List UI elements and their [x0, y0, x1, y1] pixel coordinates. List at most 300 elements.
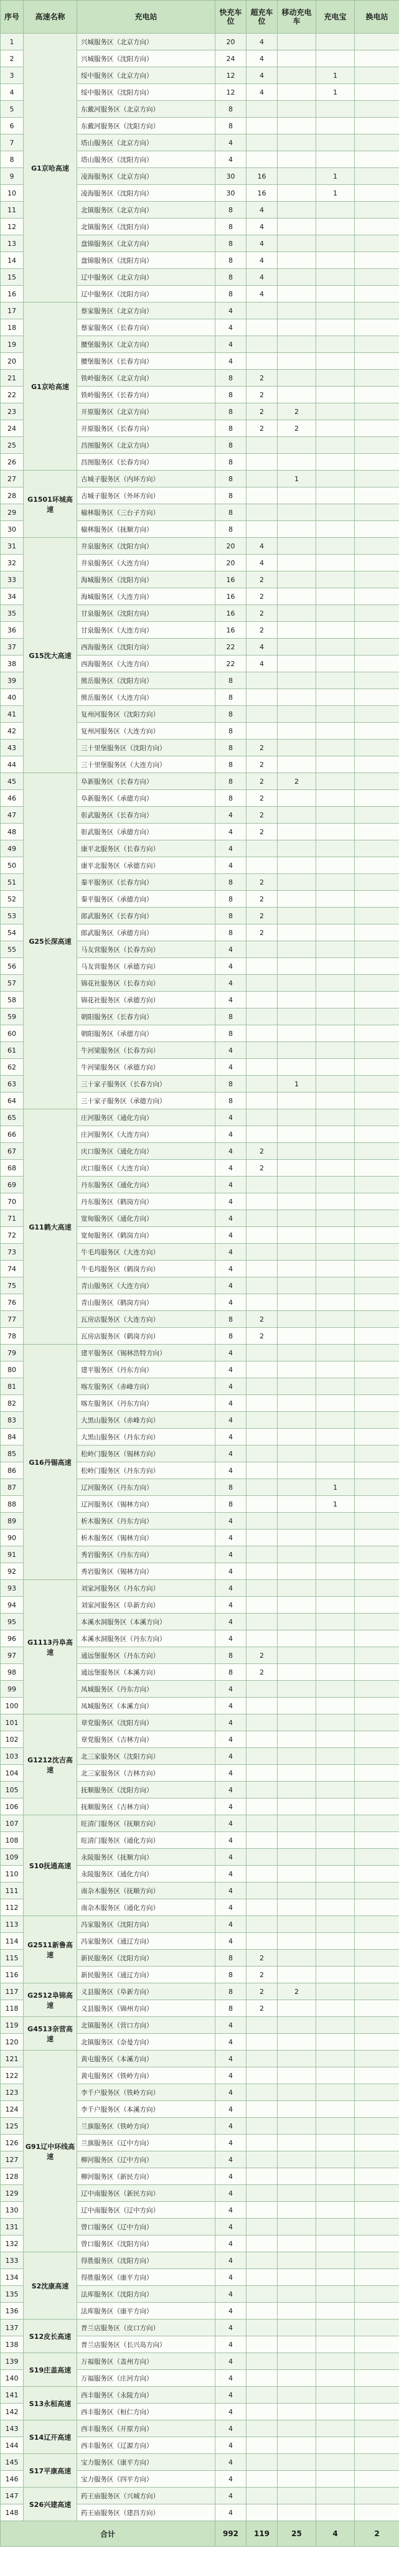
- swap-station-count: [355, 1059, 399, 1076]
- fast-charge-count: 8: [215, 874, 246, 891]
- mobile-charge-count: [278, 689, 316, 706]
- fast-charge-count: 4: [215, 1193, 246, 1210]
- power-bank-count: [316, 1160, 355, 1177]
- power-bank-count: [316, 370, 355, 387]
- fast-charge-count: 8: [215, 504, 246, 521]
- row-index: 60: [1, 1025, 24, 1042]
- fast-charge-count: 4: [215, 1597, 246, 1614]
- power-bank-count: [316, 2168, 355, 2185]
- mobile-charge-count: [278, 1042, 316, 1059]
- mobile-charge-count: [278, 1462, 316, 1479]
- swap-station-count: [355, 1429, 399, 1445]
- fast-charge-count: 4: [215, 2370, 246, 2387]
- station-name: 三十里堡服务区（大连方向）: [77, 756, 215, 773]
- station-name: 榆林服务区（抚顺方向）: [77, 521, 215, 538]
- row-index: 130: [1, 2202, 24, 2219]
- row-index: 104: [1, 1765, 24, 1782]
- row-index: 15: [1, 269, 24, 286]
- fast-charge-count: 4: [215, 1345, 246, 1361]
- mobile-charge-count: [278, 2168, 316, 2185]
- highway-name: G1京哈高速: [24, 303, 77, 471]
- super-charge-count: [246, 2286, 278, 2303]
- table-row: [1, 2454, 399, 2471]
- fast-charge-count: 4: [215, 1109, 246, 1126]
- power-bank-count: [316, 790, 355, 807]
- station-name: 庄河服务区（通化方向）: [77, 1109, 215, 1126]
- station-name: 秀岩服务区（丹东方向）: [77, 1546, 215, 1563]
- station-name: 瓦房店服务区（鹤岗方向）: [77, 1328, 215, 1345]
- station-name: 昌图服务区（北京方向）: [77, 437, 215, 454]
- mobile-charge-count: [278, 2084, 316, 2101]
- fast-charge-count: 4: [215, 1765, 246, 1782]
- mobile-charge-count: [278, 1445, 316, 1462]
- fast-charge-count: 8: [215, 235, 246, 252]
- row-index: 112: [1, 1899, 24, 1916]
- station-name: 李千户服务区（铁岭方向）: [77, 2084, 215, 2101]
- station-name: 古城子服务区（内环方向）: [77, 471, 215, 487]
- mobile-charge-count: [278, 1177, 316, 1193]
- station-name: 甘泉服务区（大连方向）: [77, 622, 215, 639]
- super-charge-count: 2: [246, 790, 278, 807]
- swap-station-count: [355, 151, 399, 168]
- power-bank-count: [316, 891, 355, 908]
- fast-charge-count: 4: [215, 1210, 246, 1227]
- super-charge-count: 2: [246, 891, 278, 908]
- row-index: 65: [1, 1109, 24, 1126]
- mobile-charge-count: [278, 67, 316, 84]
- station-name: 万福服务区（庄河方向）: [77, 2370, 215, 2387]
- fast-charge-count: 4: [215, 2404, 246, 2420]
- row-index: 92: [1, 1563, 24, 1580]
- station-name: 牛河梁服务区（长春方向）: [77, 1042, 215, 1059]
- row-index: 88: [1, 1496, 24, 1513]
- station-name: 西丰服务区（辽源方向）: [77, 2437, 215, 2454]
- row-index: 123: [1, 2084, 24, 2101]
- power-bank-count: [316, 992, 355, 1008]
- station-name: 辽中南服务区（辽中方向）: [77, 2202, 215, 2219]
- swap-station-count: [355, 975, 399, 992]
- swap-station-count: [355, 1782, 399, 1798]
- fast-charge-count: 4: [215, 2420, 246, 2437]
- swap-station-count: [355, 1445, 399, 1462]
- station-name: 铁岭服务区（长春方向）: [77, 387, 215, 403]
- station-name: 阜新服务区（长春方向）: [77, 773, 215, 790]
- swap-station-count: [355, 403, 399, 420]
- super-charge-count: [246, 2504, 278, 2521]
- power-bank-count: [316, 958, 355, 975]
- power-bank-count: [316, 1093, 355, 1109]
- swap-station-count: [355, 992, 399, 1008]
- station-name: 牛毛坞服务区（鹤岗方向）: [77, 1261, 215, 1277]
- fast-charge-count: 4: [215, 2034, 246, 2051]
- super-charge-count: 16: [246, 168, 278, 185]
- swap-station-count: [355, 924, 399, 941]
- swap-station-count: [355, 2084, 399, 2101]
- row-index: 106: [1, 1798, 24, 1815]
- station-name: 辽中南服务区（新民方向）: [77, 2185, 215, 2202]
- super-charge-count: [246, 471, 278, 487]
- power-bank-count: [316, 706, 355, 723]
- swap-station-count: [355, 723, 399, 740]
- fast-charge-count: 4: [215, 336, 246, 353]
- mobile-charge-count: [278, 2504, 316, 2521]
- fast-charge-count: 4: [215, 319, 246, 336]
- power-bank-count: [316, 1210, 355, 1227]
- row-index: 108: [1, 1832, 24, 1849]
- header-super-charge: 超充车位: [246, 1, 278, 34]
- swap-station-count: [355, 588, 399, 605]
- swap-station-count: [355, 1630, 399, 1647]
- power-bank-count: [316, 521, 355, 538]
- swap-station-count: [355, 1294, 399, 1311]
- swap-station-count: [355, 2454, 399, 2471]
- super-charge-count: 2: [246, 908, 278, 924]
- station-name: 甘泉服务区（沈阳方向）: [77, 605, 215, 622]
- power-bank-count: 1: [316, 168, 355, 185]
- swap-station-count: [355, 622, 399, 639]
- highway-name: S17平康高速: [24, 2454, 77, 2488]
- power-bank-count: [316, 1765, 355, 1782]
- highway-name: G11鹤大高速: [24, 1109, 77, 1345]
- super-charge-count: [246, 2336, 278, 2353]
- row-index: 129: [1, 2185, 24, 2202]
- swap-station-count: [355, 538, 399, 555]
- power-bank-count: [316, 1580, 355, 1597]
- row-index: 127: [1, 2151, 24, 2168]
- station-name: 铁岭服务区（北京方向）: [77, 370, 215, 387]
- power-bank-count: [316, 2067, 355, 2084]
- super-charge-count: [246, 1849, 278, 1866]
- swap-station-count: [355, 706, 399, 723]
- super-charge-count: [246, 1345, 278, 1361]
- swap-station-count: [355, 454, 399, 471]
- mobile-charge-count: [278, 908, 316, 924]
- power-bank-count: [316, 2420, 355, 2437]
- row-index: 115: [1, 1950, 24, 1967]
- fast-charge-count: 4: [215, 992, 246, 1008]
- mobile-charge-count: [278, 622, 316, 639]
- fast-charge-count: 4: [215, 1546, 246, 1563]
- row-index: 138: [1, 2336, 24, 2353]
- station-name: 塔山服务区（沈阳方向）: [77, 151, 215, 168]
- fast-charge-count: 4: [215, 1395, 246, 1412]
- swap-station-count: [355, 1328, 399, 1345]
- row-index: 1: [1, 34, 24, 50]
- power-bank-count: [316, 571, 355, 588]
- power-bank-count: [316, 2437, 355, 2454]
- swap-station-count: [355, 235, 399, 252]
- fast-charge-count: 8: [215, 723, 246, 740]
- power-bank-count: [316, 1698, 355, 1714]
- power-bank-count: [316, 319, 355, 336]
- row-index: 134: [1, 2269, 24, 2286]
- station-name: 章党服务区（吉林方向）: [77, 1731, 215, 1748]
- power-bank-count: [316, 1462, 355, 1479]
- highway-name: G1113丹阜高速: [24, 1580, 77, 1714]
- fast-charge-count: 4: [215, 1731, 246, 1748]
- super-charge-count: [246, 1916, 278, 1933]
- table-row: [1, 1815, 399, 1832]
- station-name: 郎武服务区（承德方向）: [77, 924, 215, 941]
- row-index: 67: [1, 1143, 24, 1160]
- power-bank-count: [316, 1143, 355, 1160]
- mobile-charge-count: [278, 34, 316, 50]
- station-name: 法库服务区（康平方向）: [77, 2303, 215, 2320]
- swap-station-count: [355, 2135, 399, 2151]
- station-name: 熊岳服务区（沈阳方向）: [77, 672, 215, 689]
- row-index: 90: [1, 1530, 24, 1546]
- swap-station-count: [355, 2370, 399, 2387]
- fast-charge-count: 4: [215, 2454, 246, 2471]
- power-bank-count: [316, 1429, 355, 1445]
- fast-charge-count: 4: [215, 2286, 246, 2303]
- swap-station-count: [355, 2000, 399, 2017]
- super-charge-count: [246, 1378, 278, 1395]
- fast-charge-count: 4: [215, 1294, 246, 1311]
- swap-station-count: [355, 571, 399, 588]
- super-charge-count: [246, 1193, 278, 1210]
- fast-charge-count: 20: [215, 34, 246, 50]
- station-name: 朝阳服务区（承德方向）: [77, 1025, 215, 1042]
- power-bank-count: [316, 2336, 355, 2353]
- power-bank-count: [316, 50, 355, 67]
- super-charge-count: [246, 2303, 278, 2320]
- swap-station-count: [355, 303, 399, 319]
- row-index: 136: [1, 2303, 24, 2320]
- row-index: 148: [1, 2504, 24, 2521]
- fast-charge-count: 30: [215, 185, 246, 202]
- mobile-charge-count: [278, 1361, 316, 1378]
- row-index: 4: [1, 84, 24, 101]
- station-name: 北镇服务区（奈曼方向）: [77, 2034, 215, 2051]
- station-name: 新民服务区（通辽方向）: [77, 1967, 215, 1983]
- row-index: 8: [1, 151, 24, 168]
- power-bank-count: 1: [316, 185, 355, 202]
- fast-charge-count: 30: [215, 168, 246, 185]
- power-bank-count: [316, 1832, 355, 1849]
- power-bank-count: [316, 1748, 355, 1765]
- power-bank-count: [316, 286, 355, 303]
- station-name: 冯家服务区（通辽方向）: [77, 1933, 215, 1950]
- fast-charge-count: 4: [215, 2387, 246, 2404]
- highway-name: G1京哈高速: [24, 34, 77, 303]
- mobile-charge-count: [278, 84, 316, 101]
- row-index: 39: [1, 672, 24, 689]
- row-index: 86: [1, 1462, 24, 1479]
- row-index: 38: [1, 656, 24, 672]
- fast-charge-count: 4: [215, 1530, 246, 1546]
- swap-station-count: [355, 1311, 399, 1328]
- mobile-charge-count: [278, 2353, 316, 2370]
- power-bank-count: [316, 1782, 355, 1798]
- fast-charge-count: 4: [215, 1899, 246, 1916]
- super-charge-count: [246, 1496, 278, 1513]
- row-index: 95: [1, 1614, 24, 1630]
- power-bank-count: [316, 807, 355, 824]
- row-index: 19: [1, 336, 24, 353]
- station-name: 冯家服务区（沈阳方向）: [77, 1916, 215, 1933]
- station-name: 西丰服务区（永陵方向）: [77, 2387, 215, 2404]
- table-row: [1, 2017, 399, 2034]
- highway-name: G4513奈营高速: [24, 2017, 77, 2051]
- mobile-charge-count: [278, 1967, 316, 1983]
- fast-charge-count: 8: [215, 1950, 246, 1967]
- station-name: 永陵服务区（抚顺方向）: [77, 1849, 215, 1866]
- mobile-charge-count: [278, 672, 316, 689]
- row-index: 22: [1, 387, 24, 403]
- station-name: 黄屯服务区（铁岭方向）: [77, 2067, 215, 2084]
- station-name: 腰堡服务区（北京方向）: [77, 336, 215, 353]
- mobile-charge-count: [278, 538, 316, 555]
- super-charge-count: 16: [246, 185, 278, 202]
- power-bank-count: [316, 151, 355, 168]
- fast-charge-count: 4: [215, 975, 246, 992]
- row-index: 125: [1, 2118, 24, 2135]
- super-charge-count: [246, 2471, 278, 2488]
- swap-station-count: [355, 1647, 399, 1664]
- super-charge-count: [246, 1614, 278, 1630]
- row-index: 137: [1, 2320, 24, 2336]
- super-charge-count: 2: [246, 807, 278, 824]
- swap-station-count: [355, 1210, 399, 1227]
- row-index: 11: [1, 202, 24, 219]
- power-bank-count: [316, 235, 355, 252]
- mobile-charge-count: [278, 1630, 316, 1647]
- row-index: 145: [1, 2454, 24, 2471]
- power-bank-count: [316, 908, 355, 924]
- row-index: 62: [1, 1059, 24, 1076]
- super-charge-count: [246, 706, 278, 723]
- super-charge-count: [246, 2320, 278, 2336]
- swap-station-count: [355, 2504, 399, 2521]
- station-name: 凤城服务区（丹东方向）: [77, 1681, 215, 1698]
- station-name: 药王庙服务区（建昌方向）: [77, 2504, 215, 2521]
- power-bank-count: [316, 1983, 355, 2000]
- mobile-charge-count: [278, 1244, 316, 1261]
- station-name: 柳河服务区（辽中方向）: [77, 2151, 215, 2168]
- mobile-charge-count: [278, 1597, 316, 1614]
- row-index: 102: [1, 1731, 24, 1748]
- row-index: 10: [1, 185, 24, 202]
- swap-station-count: [355, 1143, 399, 1160]
- super-charge-count: [246, 1546, 278, 1563]
- row-index: 128: [1, 2168, 24, 2185]
- fast-charge-count: 8: [215, 101, 246, 118]
- mobile-charge-count: [278, 1664, 316, 1681]
- swap-station-count: [355, 1967, 399, 1983]
- super-charge-count: [246, 487, 278, 504]
- swap-station-count: [355, 840, 399, 857]
- power-bank-count: [316, 2235, 355, 2252]
- power-bank-count: 1: [316, 1479, 355, 1496]
- swap-station-count: [355, 1193, 399, 1210]
- swap-station-count: [355, 2151, 399, 2168]
- power-bank-count: [316, 2387, 355, 2404]
- swap-station-count: [355, 773, 399, 790]
- swap-station-count: [355, 2336, 399, 2353]
- table-row: [1, 1580, 399, 1597]
- station-name: 秀岩服务区（锡林方向）: [77, 1563, 215, 1580]
- swap-station-count: [355, 958, 399, 975]
- station-name: 曾口服务区（沈阳方向）: [77, 2235, 215, 2252]
- power-bank-count: [316, 1193, 355, 1210]
- header-station: 充电站: [77, 1, 215, 34]
- row-index: 5: [1, 101, 24, 118]
- swap-station-count: [355, 1496, 399, 1513]
- row-index: 50: [1, 857, 24, 874]
- mobile-charge-count: [278, 807, 316, 824]
- row-index: 96: [1, 1630, 24, 1647]
- fast-charge-count: 4: [215, 2101, 246, 2118]
- fast-charge-count: 4: [215, 1916, 246, 1933]
- mobile-charge-count: [278, 756, 316, 773]
- row-index: 48: [1, 824, 24, 840]
- station-name: 万福服务区（盖州方向）: [77, 2353, 215, 2370]
- mobile-charge-count: [278, 1126, 316, 1143]
- row-index: 30: [1, 521, 24, 538]
- station-name: 建平服务区（锡林浩特方向）: [77, 1345, 215, 1361]
- super-charge-count: 4: [246, 656, 278, 672]
- super-charge-count: 4: [246, 67, 278, 84]
- station-name: 三十里堡服务区（沈阳方向）: [77, 740, 215, 756]
- row-index: 61: [1, 1042, 24, 1059]
- row-index: 9: [1, 168, 24, 185]
- station-name: 康平北服务区（承德方向）: [77, 857, 215, 874]
- fast-charge-count: 8: [215, 387, 246, 403]
- swap-station-count: [355, 185, 399, 202]
- swap-station-count: [355, 2168, 399, 2185]
- mobile-charge-count: [278, 2118, 316, 2135]
- swap-station-count: [355, 672, 399, 689]
- fast-charge-count: 4: [215, 1429, 246, 1445]
- fast-charge-count: 4: [215, 824, 246, 840]
- mobile-charge-count: [278, 269, 316, 286]
- row-index: 20: [1, 353, 24, 370]
- station-name: 绥中服务区（北京方向）: [77, 67, 215, 84]
- super-charge-count: [246, 1412, 278, 1429]
- super-charge-count: [246, 672, 278, 689]
- super-charge-count: [246, 1042, 278, 1059]
- swap-station-count: [355, 1513, 399, 1530]
- mobile-charge-count: 1: [278, 471, 316, 487]
- mobile-charge-count: [278, 1193, 316, 1210]
- fast-charge-count: 4: [215, 1277, 246, 1294]
- fast-charge-count: 8: [215, 252, 246, 269]
- station-name: 喀左服务区（丹东方向）: [77, 1395, 215, 1412]
- mobile-charge-count: [278, 1866, 316, 1883]
- power-bank-count: [316, 202, 355, 219]
- power-bank-count: [316, 1059, 355, 1076]
- station-name: 北三家服务区（吉林方向）: [77, 1765, 215, 1782]
- mobile-charge-count: [278, 2185, 316, 2202]
- mobile-charge-count: [278, 286, 316, 303]
- row-index: 29: [1, 504, 24, 521]
- row-index: 36: [1, 622, 24, 639]
- mobile-charge-count: [278, 1227, 316, 1244]
- fast-charge-count: 12: [215, 67, 246, 84]
- swap-station-count: [355, 1109, 399, 1126]
- table-row: [1, 2320, 399, 2336]
- mobile-charge-count: [278, 840, 316, 857]
- row-index: 82: [1, 1395, 24, 1412]
- fast-charge-count: 4: [215, 134, 246, 151]
- mobile-charge-count: [278, 151, 316, 168]
- station-name: 松岭门服务区（丹东方向）: [77, 1462, 215, 1479]
- mobile-charge-count: 1: [278, 1076, 316, 1093]
- swap-station-count: [355, 908, 399, 924]
- mobile-charge-count: [278, 1429, 316, 1445]
- mobile-charge-count: [278, 1782, 316, 1798]
